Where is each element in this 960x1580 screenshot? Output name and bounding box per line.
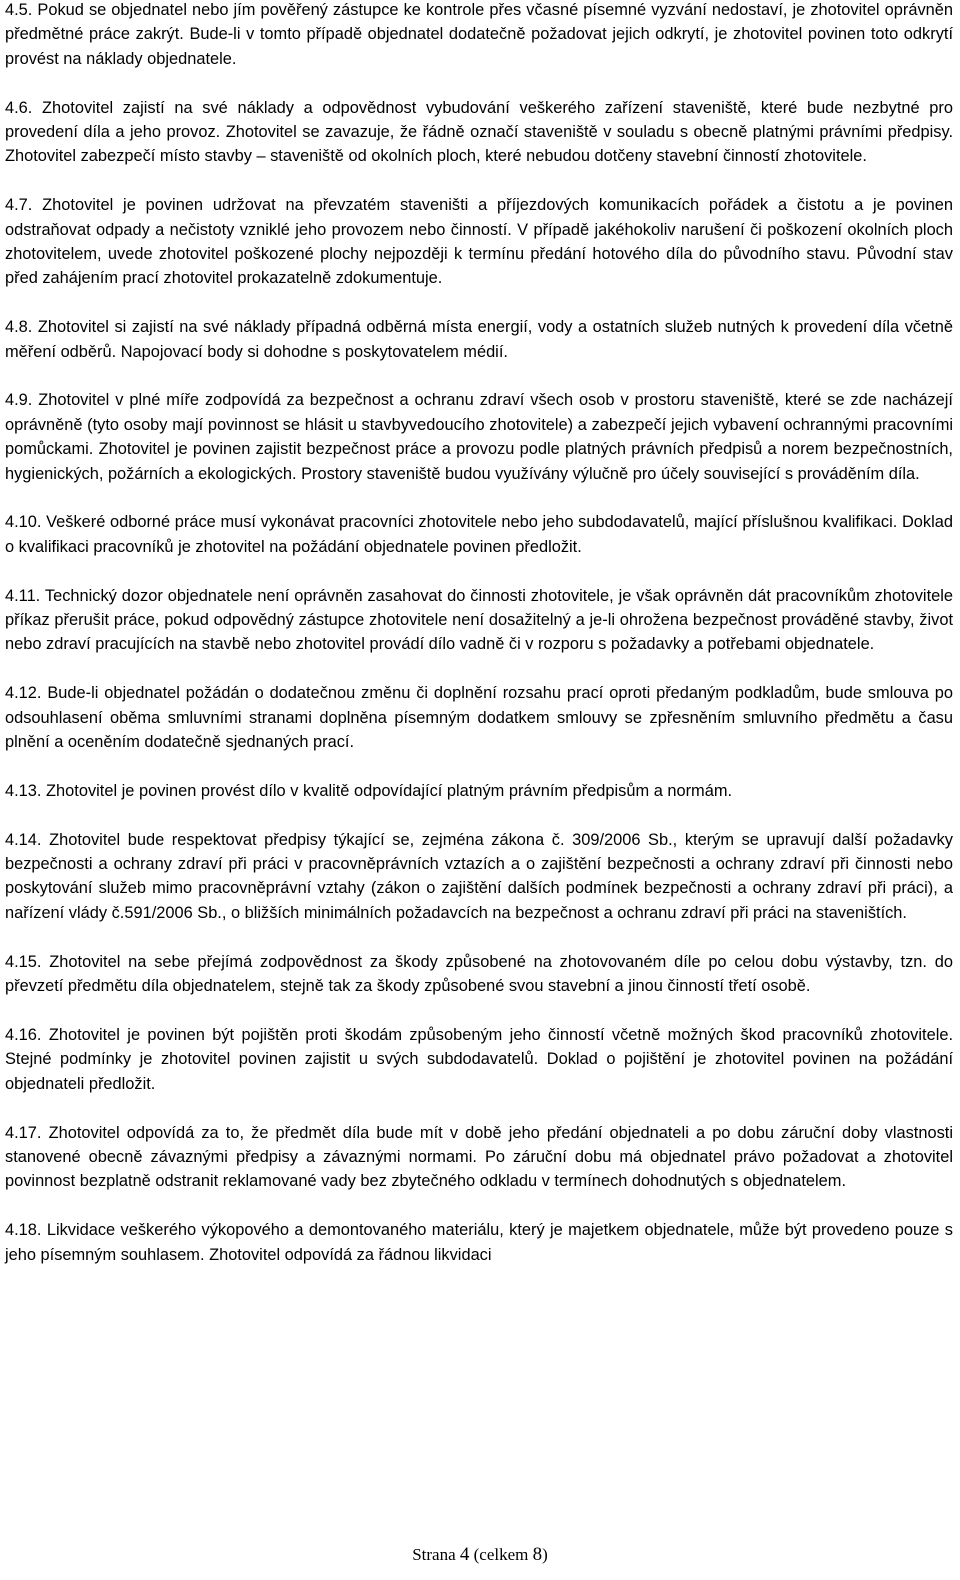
paragraph-number: 4.6. <box>5 98 33 117</box>
footer-suffix: ) <box>542 1545 548 1564</box>
paragraph-text: Zhotovitel zajistí na své náklady a odpovědnost vybudování veškerého zařízení staveniště, které bude nezbytné pro provedení díla a jeho provoz. Zhotovitel se zavazuje, že řádně označí staveniště v souladu s obecně platnými právními předpisy. Zhotovitel zabezpečí místo stavby – staveniště od okolních ploch, které nebudou dotčeny stavební činností zhotovitele. <box>5 98 953 166</box>
paragraph-text: Zhotovitel na sebe přejímá zodpovědnost za škody způsobené na zhotovovaném díle po celou dobu výstavby, tzn. do převzetí předmětu díla objednatelem, stejně tak za škody způsobené svou stavební a jinou činností třetí osobě. <box>5 952 953 996</box>
paragraph-number: 4.12. <box>5 684 42 703</box>
paragraph-number: 4.17. <box>5 1123 42 1142</box>
paragraph-4-10 <box>5 510 953 559</box>
paragraph-text: Veškeré odborné práce musí vykonávat pracovníci zhotovitele nebo jeho subdodavatelů, mající příslušnou kvalifikaci. Doklad o kvalifikaci pracovníků je zhotovitel na požádání objednatele povinen předložit. <box>5 513 953 556</box>
footer-prefix: Strana <box>412 1545 456 1564</box>
paragraph-number: 4.5. <box>5 1 33 19</box>
paragraph-text: Zhotovitel odpovídá za to, že předmět díla bude mít v době jeho předání objednateli a po dobu záruční doby vlastnosti stanovené obecně závaznými předpisy a závaznými normami. Po záruční dobu má objednatel právo požadovat a zhotovitel povinnost bezplatně odstranit reklamované vady bez zbytečného odkladu v termínech dohodnutých s objednatelem. <box>5 1123 953 1191</box>
paragraph-number: 4.16. <box>5 1025 42 1044</box>
paragraph-number: 4.13. <box>5 781 42 800</box>
footer-total-pages: 8 <box>532 1544 543 1565</box>
paragraph-4-9 <box>5 388 953 486</box>
paragraph-text: Zhotovitel v plné míře zodpovídá za bezpečnost a ochranu zdraví všech osob v prostoru staveniště, které se zde nacházejí oprávněně (tyto osoby mají povinnost se hlásit u stavbyvedoucího zhotovitele) a zabezpečí jejich vybavení ochrannými pracovními pomůckami. Zhotovitel je povinen zajistit bezpečnost práce a provozu podle platných právních předpisů a norem bezpečnostních, hygienických, požárních a ekologických. Prostory staveniště budou využívány výlučně pro účely související s prováděním díla. <box>5 391 953 483</box>
paragraph-number: 4.9. <box>5 391 33 410</box>
paragraph-number: 4.18. <box>5 1221 42 1240</box>
paragraph-text: Zhotovitel si zajistí na své náklady případná odběrná místa energií, vody a ostatních služeb nutných k provedení díla včetně měření odběrů. Napojovací body si dohodne s poskytovatelem médií. <box>5 318 954 361</box>
paragraph-4-13 <box>5 779 953 803</box>
paragraph-text: Zhotovitel bude respektovat předpisy týkající se, zejména zákona č. 309/2006 Sb., kterým se upravují další požadavky bezpečnosti a ochrany zdraví při práci v pracovněprávních vztazích a o zajištění bezpečnosti a ochrany zdraví při činnosti nebo poskytování služeb mimo pracovněprávní vztahy (zákon o zajištění dalších podmínek bezpečnosti a ochrany zdraví při práci), a nařízení vlády č.591/2006 Sb., o bližších minimálních požadavcích na bezpečnost a ochranu zdraví při práci na staveništích. <box>5 830 953 922</box>
paragraph-4-5 <box>5 0 953 71</box>
paragraph-text: Zhotovitel je povinen provést dílo v kvalitě odpovídající platným právním předpisům a normám. <box>46 781 733 800</box>
paragraph-number: 4.14. <box>5 830 42 849</box>
page-footer <box>0 1543 960 1567</box>
paragraph-4-8 <box>5 315 953 364</box>
paragraph-4-12 <box>5 681 953 754</box>
paragraph-number: 4.15. <box>5 952 42 971</box>
paragraph-4-11 <box>5 584 953 657</box>
paragraph-4-6 <box>5 96 953 169</box>
paragraph-4-14 <box>5 828 953 926</box>
paragraph-4-15 <box>5 950 953 999</box>
paragraph-number: 4.11. <box>5 586 41 605</box>
paragraph-text: Likvidace veškerého výkopového a demontovaného materiálu, který je majetkem objednatele, může být provedeno pouze s jeho písemným souhlasem. Zhotovitel odpovídá za řádnou likvidaci <box>5 1221 953 1264</box>
footer-page-number: 4 <box>459 1544 470 1565</box>
document-body <box>5 0 953 1291</box>
paragraph-4-7 <box>5 193 953 291</box>
paragraph-text: Pokud se objednatel nebo jím pověřený zástupce ke kontrole přes včasné písemné vyzvání nedostaví, je zhotovitel oprávněn předmětné práce zakrýt. Bude-li v tomto případě objednatel dodatečně požadovat jejich odkrytí, je zhotovitel povinen toto odkrytí provést na náklady objednatele. <box>5 1 953 68</box>
paragraph-text: Zhotovitel je povinen udržovat na převzatém staveništi a příjezdových komunikacích pořádek a čistotu a je povinen odstraňovat odpady a nečistoty vzniklé jeho provozem nebo činností. V případě jakéhokoliv narušení či poškození okolních ploch zhotovitelem, uvede zhotovitel poškozené plochy nejpozději k termínu předání hotového díla do původního stavu. Původní stav před zahájením prací zhotovitel prokazatelně zdokumentuje. <box>5 196 953 288</box>
paragraph-text: Zhotovitel je povinen být pojištěn proti škodám způsobeným jeho činností včetně možných škod pracovníků zhotovitele. Stejné podmínky je zhotovitel povinen zajistit u svých subdodavatelů. Doklad o pojištění je zhotovitel povinen na požádání objednateli předložit. <box>5 1025 954 1093</box>
paragraph-4-17 <box>5 1121 953 1194</box>
paragraph-text: Technický dozor objednatele není oprávněn zasahovat do činnosti zhotovitele, je však oprávněn dát pracovníkům zhotovitele příkaz přerušit práce, pokud odpovědný zástupce zhotovitele není dosažitelný a je-li ohrožena bezpečnost prováděné stavby, život nebo zdraví pracujících na stavbě nebo zhotovitel provádí dílo vadně či v rozporu s požadavky a potřebami objednatele. <box>5 586 954 654</box>
paragraph-number: 4.8. <box>5 318 33 337</box>
paragraph-text: Bude-li objednatel požádán o dodatečnou změnu či doplnění rozsahu prací oproti předaným podkladům, bude smlouva po odsouhlasení oběma smluvními stranami doplněna písemným dodatkem smlouvy se zpřesněním smluvního předmětu a času plnění a oceněním dodatečně sjednaných prací. <box>5 684 953 752</box>
paragraph-4-16 <box>5 1023 953 1096</box>
paragraph-number: 4.10. <box>5 513 42 532</box>
paragraph-4-18 <box>5 1218 953 1267</box>
footer-mid: (celkem <box>473 1545 529 1564</box>
paragraph-number: 4.7. <box>5 196 33 215</box>
